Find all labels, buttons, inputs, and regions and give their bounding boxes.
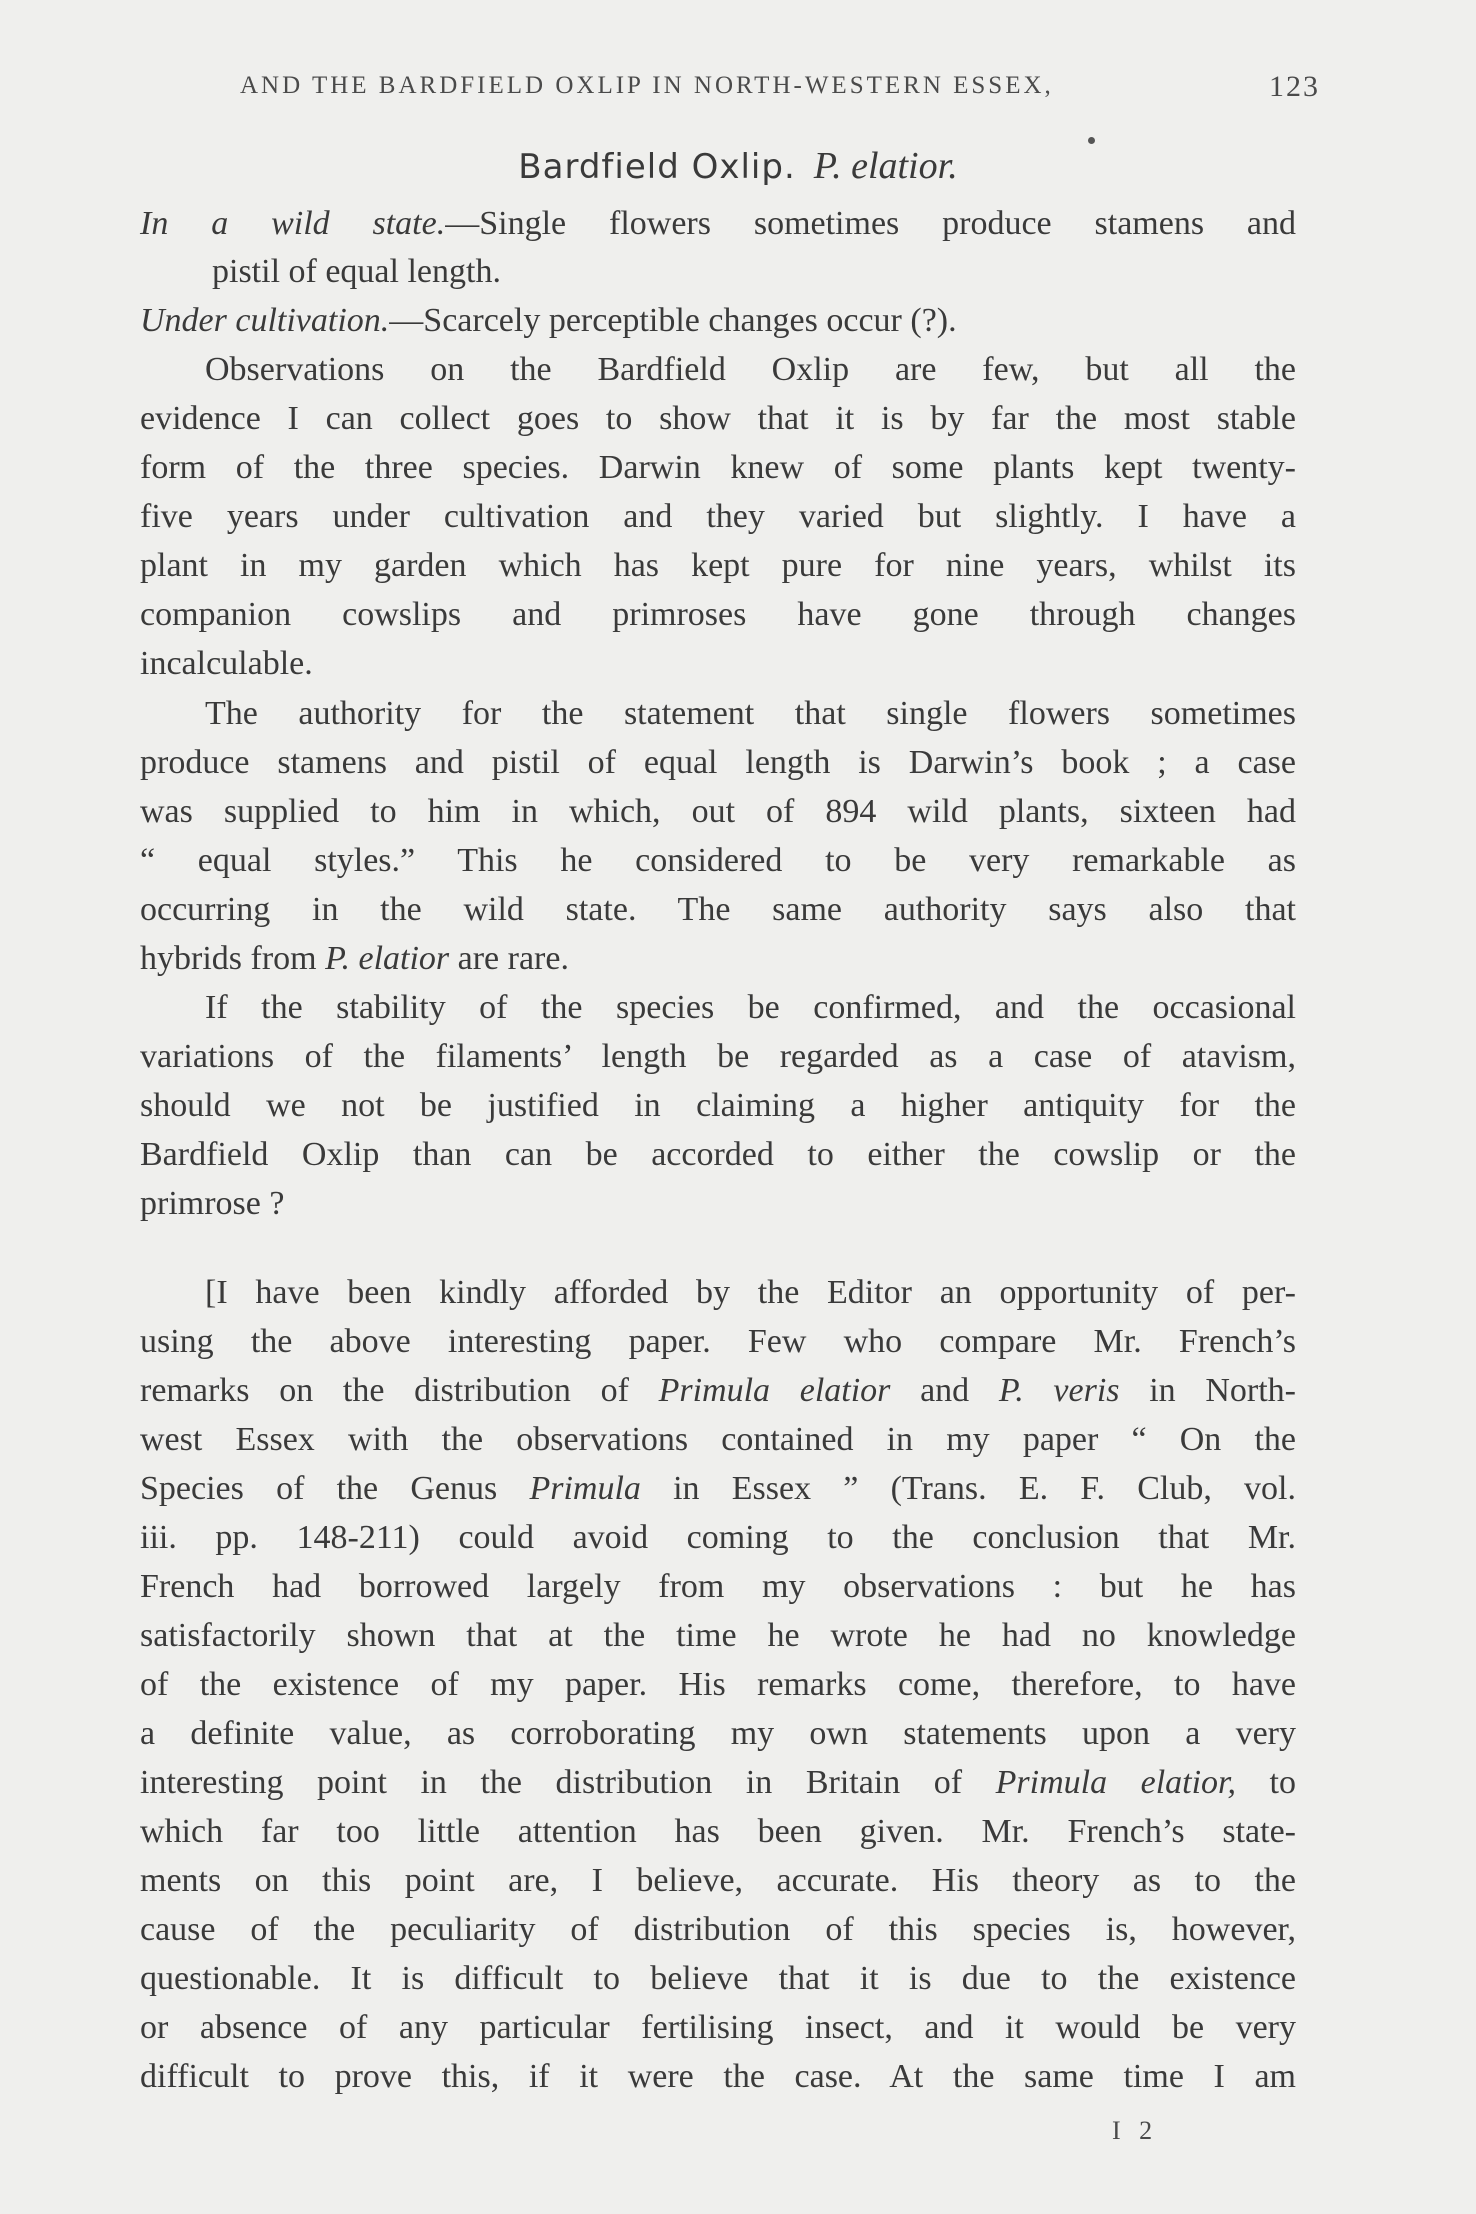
para-2-species: P. elatior — [325, 940, 450, 977]
note-species: P. veris — [998, 1372, 1120, 1409]
para-2-text: are rare. — [449, 940, 569, 977]
para-1-line: form of the three species. Darwin knew of some plants kept twenty- — [140, 449, 1296, 486]
note-line: or absence of any particular fertilising insect, and it would be very — [140, 2009, 1296, 2046]
cultivation-text: —Scarcely perceptible changes occur (?). — [389, 302, 957, 339]
signature-mark: I 2 — [1112, 2116, 1159, 2145]
para-3-line: variations of the filaments’ length be regarded as a case of atavism, — [140, 1038, 1296, 1075]
para-3-line: should we not be justified in claiming a higher antiquity for the — [140, 1087, 1296, 1124]
para-1-line: evidence I can collect goes to show that it is by far the most stable — [140, 400, 1296, 437]
note-species: Primula elatior — [658, 1372, 891, 1409]
note-line: which far too little attention has been given. Mr. French’s state- — [140, 1813, 1296, 1850]
cultivation-label: Under cultivation. — [140, 302, 390, 339]
note-line: of the existence of my paper. His remarks come, therefore, to have — [140, 1666, 1296, 1703]
note-text: to — [1236, 1764, 1296, 1801]
note-species: Primula elatior, — [995, 1764, 1237, 1801]
running-title: AND THE BARDFIELD OXLIP IN NORTH-WESTERN ESSEX, — [240, 72, 1054, 99]
note-line: cause of the peculiarity of distribution of this species is, however, — [140, 1911, 1296, 1948]
note-text: in North- — [1119, 1372, 1296, 1409]
para-1-line: five years under cultivation and they varied but slightly. I have a — [140, 498, 1296, 535]
para-1-line: companion cowslips and primroses have gone through changes — [140, 596, 1296, 633]
wild-state-text: —Single flowers sometimes produce stamens and — [445, 205, 1297, 242]
para-2-line: occurring in the wild state. The same authority says also that — [140, 891, 1296, 928]
note-line: [I have been kindly afforded by the Editor an opportunity of per- — [205, 1274, 1296, 1311]
note-text: Species of the Genus — [140, 1470, 530, 1507]
section-heading-name: Bardfield Oxlip. — [518, 147, 796, 187]
note-text: in Essex ” (Trans. E. F. Club, vol. — [640, 1470, 1296, 1507]
note-line: difficult to prove this, if it were the case. At the same time I am — [140, 2058, 1296, 2095]
para-3-line: primrose ? — [140, 1185, 285, 1222]
cultivation-line — [140, 301, 1296, 343]
wild-state-label: In a wild state. — [140, 205, 446, 242]
wild-state-line-2: pistil of equal length. — [212, 253, 501, 290]
note-genus: Primula — [529, 1470, 641, 1507]
note-line: west Essex with the observations contained in my paper “ On the — [140, 1421, 1296, 1458]
note-line: iii. pp. 148-211) could avoid coming to the conclusion that Mr. — [140, 1519, 1296, 1556]
section-heading — [0, 144, 1476, 188]
section-heading-scientific: P. elatior. — [813, 145, 958, 187]
note-line: using the above interesting paper. Few who compare Mr. French’s — [140, 1323, 1296, 1360]
para-2-line: produce stamens and pistil of equal length is Darwin’s book ; a case — [140, 744, 1296, 781]
note-line: questionable. It is difficult to believe that it is due to the existence — [140, 1960, 1296, 1997]
para-3-line: Bardfield Oxlip than can be accorded to either the cowslip or the — [140, 1136, 1296, 1173]
note-line: French had borrowed largely from my observations : but he has — [140, 1568, 1296, 1605]
note-line: ments on this point are, I believe, accurate. His theory as to the — [140, 1862, 1296, 1899]
note-text: interesting point in the distribution in Britain of — [140, 1764, 996, 1801]
para-3-line: If the stability of the species be confirmed, and the occasional — [205, 989, 1296, 1026]
para-2-line: “ equal styles.” This he considered to be very remarkable as — [140, 842, 1296, 879]
note-line: satisfactorily shown that at the time he wrote he had no knowledge — [140, 1617, 1296, 1654]
note-line — [140, 1469, 1296, 1511]
para-2-text: hybrids from — [140, 940, 326, 977]
note-line: a definite value, as corroborating my own statements upon a very — [140, 1715, 1296, 1752]
para-1-line: Observations on the Bardfield Oxlip are few, but all the — [205, 351, 1296, 388]
note-text: and — [890, 1372, 999, 1409]
print-dot — [1088, 137, 1095, 144]
page-number: 123 — [1269, 70, 1320, 103]
para-2-line: was supplied to him in which, out of 894 wild plants, sixteen had — [140, 793, 1296, 830]
note-line — [140, 1371, 1296, 1413]
note-line — [140, 1763, 1296, 1805]
para-1-line: incalculable. — [140, 645, 313, 682]
para-1-line: plant in my garden which has kept pure for nine years, whilst its — [140, 547, 1296, 584]
wild-state-line-1 — [140, 204, 1296, 246]
note-text: remarks on the distribution of — [140, 1372, 659, 1409]
para-2-line — [140, 939, 1296, 981]
para-2-line: The authority for the statement that single flowers sometimes — [205, 695, 1296, 732]
